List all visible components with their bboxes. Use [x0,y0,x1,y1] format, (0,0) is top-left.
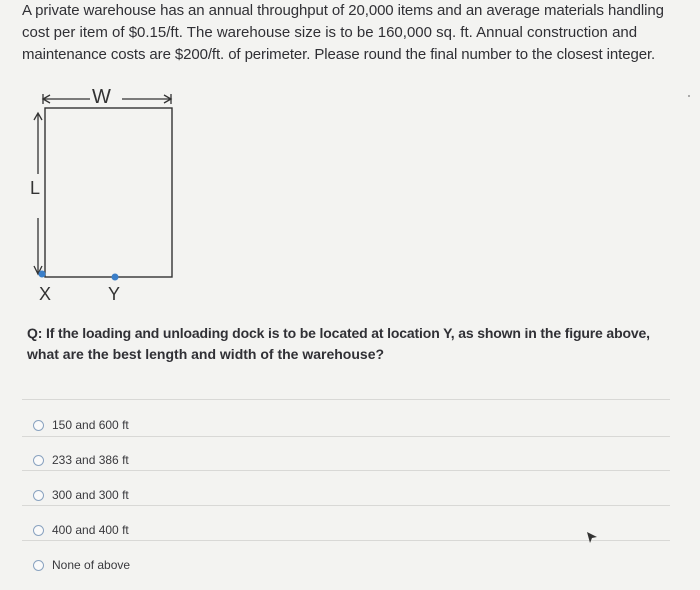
option-none-of-above[interactable] [33,554,130,576]
problem-line-2: cost per item of $0.15/ft. The warehouse size is to be 160,000 sq. ft. Annual construction and [22,24,638,41]
radio-button[interactable] [33,420,44,431]
radio-button[interactable] [33,560,44,571]
options-top-divider [22,399,670,400]
problem-line-1: A private warehouse has an annual throughput of 20,000 items and an average materials handling [22,2,664,19]
option-divider-1 [22,436,670,437]
option-300-300[interactable] [33,484,129,506]
problem-statement [22,0,682,66]
option-150-600[interactable] [33,414,129,436]
option-233-386[interactable] [33,449,129,471]
problem-line-3: maintenance costs are $200/ft. of perimeter. Please round the final number to the closest integer. [22,46,656,63]
stray-dot [688,95,690,97]
width-label: W [92,86,111,108]
radio-button[interactable] [33,455,44,466]
point-y-marker [112,274,119,281]
question-line-1: Q: If the loading and unloading dock is to be located at location Y, as shown in the figure above, [27,325,650,341]
warehouse-diagram [18,88,188,318]
point-x-marker [39,271,46,278]
radio-button[interactable] [33,490,44,501]
option-label: 300 and 300 ft [52,488,129,502]
warehouse-rectangle [45,108,172,277]
point-x-label: X [39,284,52,304]
option-label: None of above [52,558,131,572]
point-y-label: Y [108,284,121,304]
option-400-400[interactable] [33,519,129,541]
option-label: 233 and 386 ft [52,453,129,467]
length-label: L [30,178,41,198]
option-label: 400 and 400 ft [52,523,129,537]
question-line-2: what are the best length and width of the warehouse? [27,346,385,362]
mouse-cursor-icon [586,531,598,545]
question-text [27,323,667,365]
radio-button[interactable] [33,525,44,536]
option-label: 150 and 600 ft [52,418,129,432]
